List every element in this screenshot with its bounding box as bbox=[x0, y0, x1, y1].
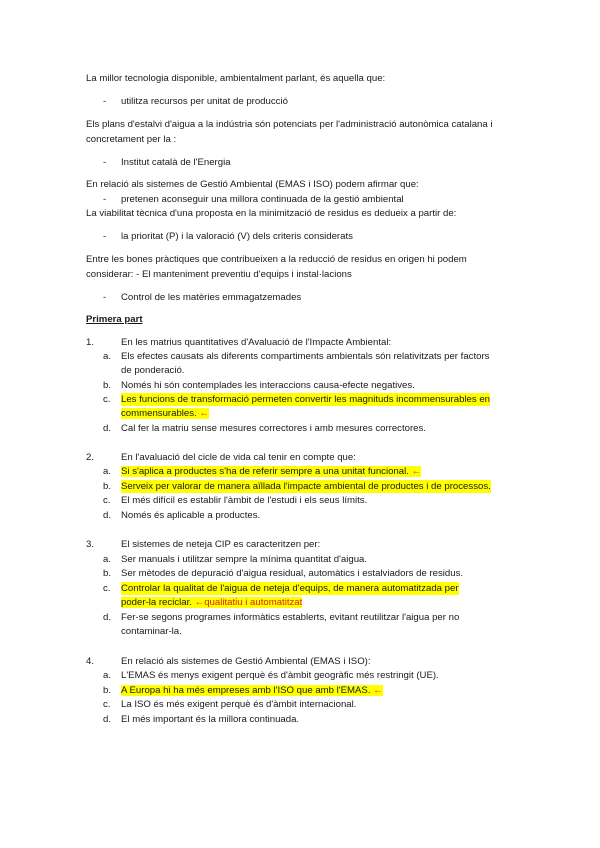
option-d: El més important és la millora continuada. bbox=[121, 714, 300, 725]
bullet-item: la prioritat (P) i la valoració (V) dels criteris considerats bbox=[121, 231, 353, 242]
paragraph: La viabilitat tècnica d'una proposta en la minimització de residus es dedueix a partir de: bbox=[86, 208, 457, 219]
option-d: Cal fer la matriu sense mesures correctores i amb mesures correctores. bbox=[121, 423, 426, 434]
option-letter: c. bbox=[103, 495, 111, 506]
paragraph: Els plans d'estalvi d'aigua a la indústria són potenciats per l'administració autonòmica catalana i bbox=[86, 119, 493, 130]
option-a: L'EMAS és menys exigent perquè és d'àmbit geogràfic més restringit (UE). bbox=[121, 670, 439, 681]
option-d-cont: contaminar-la. bbox=[121, 626, 182, 637]
option-letter: a. bbox=[103, 351, 112, 362]
question-number: 4. bbox=[86, 656, 95, 667]
option-letter: b. bbox=[103, 685, 112, 696]
bullet-dash: - bbox=[103, 194, 107, 205]
option-b: Només hi són contemplades les interaccions causa-efecte negatives. bbox=[121, 380, 415, 391]
question-number: 3. bbox=[86, 539, 95, 550]
question-text: En les matrius quantitatives d'Avaluació de l'Impacte Ambiental: bbox=[121, 337, 392, 348]
bullet-item: pretenen aconseguir una millora continuada de la gestió ambiental bbox=[121, 194, 404, 205]
option-a: Ser manuals i utilitzar sempre la mínima quantitat d'aigua. bbox=[121, 554, 368, 565]
option-b-highlighted: Serveix per valorar de manera aïllada l'impacte ambiental de productes i de processos. bbox=[121, 481, 491, 492]
option-a-highlighted bbox=[121, 465, 421, 478]
option-letter: d. bbox=[103, 714, 112, 725]
bullet-dash: - bbox=[103, 157, 107, 168]
option-b: Ser mètodes de depuració d'aigua residual, automàtics i estalviadors de residus. bbox=[121, 568, 464, 579]
highlight-text: A Europa hi ha més empreses amb l'ISO que amb l'EMAS. bbox=[121, 685, 371, 696]
option-letter: d. bbox=[103, 612, 112, 623]
bullet-item: utilitza recursos per unitat de producció bbox=[121, 96, 288, 107]
bullet-dash: - bbox=[103, 231, 107, 242]
question-number: 2. bbox=[86, 452, 95, 463]
option-c: La ISO és més exigent perquè és d'àmbit internacional. bbox=[121, 699, 357, 710]
question-number: 1. bbox=[86, 337, 95, 348]
highlight-text: commensurables. bbox=[121, 408, 197, 419]
option-letter: a. bbox=[103, 554, 112, 565]
answer-arrow: ← bbox=[373, 685, 383, 696]
paragraph: En relació als sistemes de Gestió Ambiental (EMAS i ISO) podem afirmar que: bbox=[86, 179, 419, 190]
option-letter: b. bbox=[103, 568, 112, 579]
option-d: Només és aplicable a productes. bbox=[121, 510, 261, 521]
paragraph: La millor tecnologia disponible, ambientalment parlant, és aquella que: bbox=[86, 73, 386, 84]
option-letter: c. bbox=[103, 394, 111, 405]
answer-arrow: ← bbox=[199, 408, 209, 419]
option-b-highlighted bbox=[121, 684, 383, 697]
bullet-dash: - bbox=[103, 96, 107, 107]
option-c-highlighted: Controlar la qualitat de l'aigua de neteja d'equips, de manera automatitzada per bbox=[121, 583, 459, 594]
option-a-cont: de ponderació. bbox=[121, 365, 185, 376]
option-c-cont bbox=[121, 596, 302, 609]
option-c: El més difícil es establir l'àmbit de l'estudi i els seus límits. bbox=[121, 495, 368, 506]
option-c-cont bbox=[121, 407, 209, 420]
question-text: En relació als sistemes de Gestió Ambiental (EMAS i ISO): bbox=[121, 656, 371, 667]
highlight-text: Si s'aplica a productes s'ha de referir sempre a una unitat funcional. bbox=[121, 466, 409, 477]
option-letter: a. bbox=[103, 466, 112, 477]
option-letter: d. bbox=[103, 510, 112, 521]
option-letter: b. bbox=[103, 481, 112, 492]
paragraph: considerar: - El manteniment preventiu d'equips i instal·lacions bbox=[86, 269, 352, 280]
section-title: Primera part bbox=[86, 314, 143, 325]
option-a: Els efectes causats als diferents compartiments ambientals són relativitzats per factors bbox=[121, 351, 490, 362]
option-letter: c. bbox=[103, 583, 111, 594]
option-letter: b. bbox=[103, 380, 112, 391]
bullet-item: Institut català de l'Energia bbox=[121, 157, 231, 168]
option-d: Fer-se segons programes informàtics establerts, evitant reutilitzar l'aigua per no bbox=[121, 612, 460, 623]
answer-note: ←qualitatiu i automatitzat bbox=[194, 597, 303, 608]
option-letter: d. bbox=[103, 423, 112, 434]
question-text: En l'avaluació del cicle de vida cal tenir en compte que: bbox=[121, 452, 356, 463]
paragraph: Entre les bones pràctiques que contribueixen a la reducció de residus en origen hi podem bbox=[86, 254, 467, 265]
option-letter: a. bbox=[103, 670, 112, 681]
option-c-highlighted: Les funcions de transformació permeten convertir les magnituds incommensurables en bbox=[121, 394, 491, 405]
paragraph: concretament per la : bbox=[86, 134, 177, 145]
bullet-dash: - bbox=[103, 292, 107, 303]
bullet-item: Control de les matèries emmagatzemades bbox=[121, 292, 302, 303]
highlight-text: poder-la reciclar. bbox=[121, 597, 192, 608]
answer-arrow: ← bbox=[411, 466, 422, 477]
question-text: El sistemes de neteja CIP es caracteritzen per: bbox=[121, 539, 321, 550]
option-letter: c. bbox=[103, 699, 111, 710]
